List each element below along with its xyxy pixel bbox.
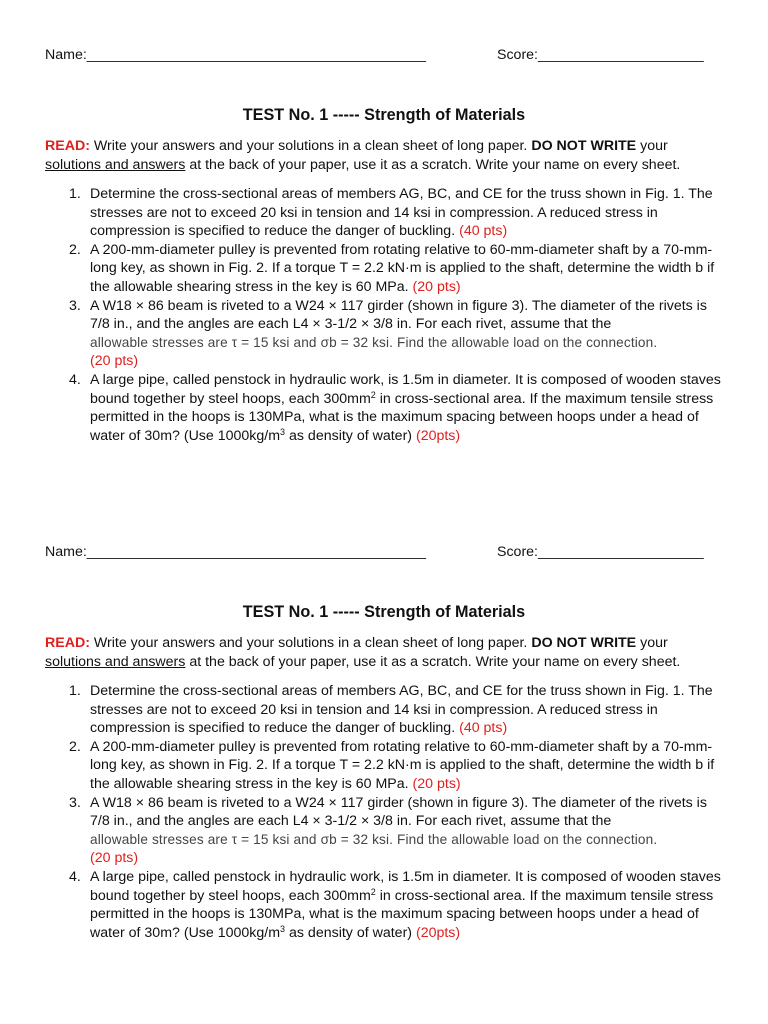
read-label: READ: [45,635,90,651]
question-text: A large pipe, called penstock in hydraulic work, is 1.5m in diameter. It is composed of wooden staves bound together by steel hoops, each 300mm [90,371,721,407]
question-text: Determine the cross-sectional areas of members AG, BC, and CE for the truss shown in Fig. 1. The stresses are not to exceed 20 ksi in tension and 14 ksi in compression. A reduced stress in compression is specified to reduce the danger of buckling. [90,186,713,240]
question-points: (20pts) [415,427,461,444]
question-number: 1. [69,186,81,202]
question-number: 3. [69,297,81,314]
question-number: 2. [69,241,81,258]
question-points: (20pts) [415,924,461,941]
question-number: 4. [69,371,81,388]
header-row [45,46,735,66]
question-number: 4. [69,868,81,885]
read-text-1: Write your answers and your solutions in a clean sheet of long paper. [89,138,532,154]
superscript: 3 [280,923,286,934]
question-item [45,241,725,297]
read-text-3: at the back of your paper, use it as a scratch. Write your name on every sheet. [185,653,681,670]
question-list [45,682,725,942]
question-points: (20 pts) [412,278,461,295]
question-text-allowable: allowable stresses are τ = 15 ksi and σb = 32 ksi. Find the allowable load on the connection. [90,334,658,350]
question-list [45,185,725,445]
question-text: A W18 × 86 beam is riveted to a W24 × 117 girder (shown in figure 3). The diameter of the rivets is 7/8 in., and the angles are each L4 × 3-1/2 × 3/8 in. For each rivet, assume that the [90,297,707,333]
score-field: Score:_____________________ [497,47,704,63]
question-text: in cross-sectional area. If the maximum tensile stress permitted in the hoops is 130MPa, what is the maximum spacing between hoops under a head of water of 30m? (Use 1000kg/m [90,887,714,941]
question-item [45,371,725,445]
superscript: 2 [370,389,376,400]
question-number: 3. [69,794,81,811]
question-text: A 200-mm-diameter pulley is prevented from rotating relative to 60-mm-diameter shaft by a 70-mm-long key, as shown in Fig. 2. If a torque T = 2.2 kN·m is applied to the shaft, determine the width b if the allowable shearing stress in the key is 60 MPa. [90,738,715,792]
superscript: 3 [280,426,286,437]
question-text: A W18 × 86 beam is riveted to a W24 × 117 girder (shown in figure 3). The diameter of the rivets is 7/8 in., and the angles are each L4 × 3-1/2 × 3/8 in. For each rivet, assume that the [90,794,707,830]
read-label: READ: [45,138,90,154]
read-instructions [45,634,745,671]
question-item [45,297,725,371]
read-underlined: solutions and answers [45,653,186,670]
question-number: 1. [69,683,81,699]
read-instructions [45,137,745,174]
question-text: A large pipe, called penstock in hydraulic work, is 1.5m in diameter. It is composed of wooden staves bound together by steel hoops, each 300mm [90,868,721,904]
question-points: (40 pts) [459,720,508,737]
question-text: A 200-mm-diameter pulley is prevented from rotating relative to 60-mm-diameter shaft by a 70-mm-long key, as shown in Fig. 2. If a torque T = 2.2 kN·m is applied to the shaft, determine the width b if the allowable shearing stress in the key is 60 MPa. [90,241,715,295]
name-field: Name:___________________________________________ [45,544,427,560]
page-title: TEST No. 1 ----- Strength of Materials [242,106,526,124]
question-item [45,738,725,794]
question-points: (20 pts) [90,353,139,370]
read-bold: DO NOT WRITE [531,635,637,651]
question-text: in cross-sectional area. If the maximum tensile stress permitted in the hoops is 130MPa, what is the maximum spacing between hoops under a head of water of 30m? (Use 1000kg/m [90,390,714,444]
read-text-1: Write your answers and your solutions in a clean sheet of long paper. [89,635,532,651]
question-points: (40 pts) [459,223,508,240]
score-field: Score:_____________________ [497,544,704,560]
header-row [45,543,735,563]
question-item [45,682,725,738]
superscript: 2 [370,886,376,897]
question-text-allowable: allowable stresses are τ = 15 ksi and σb = 32 ksi. Find the allowable load on the connection. [90,831,658,847]
question-number: 2. [69,738,81,755]
question-text: as density of water) [285,924,416,941]
name-field: Name:___________________________________________ [45,47,427,63]
read-bold: DO NOT WRITE [531,138,637,154]
question-item [45,794,725,868]
question-points: (20 pts) [412,775,461,792]
question-item [45,185,725,241]
read-text-2: your [636,138,668,154]
read-text-3: at the back of your paper, use it as a scratch. Write your name on every sheet. [185,156,681,173]
page-title: TEST No. 1 ----- Strength of Materials [242,603,526,621]
question-text: as density of water) [285,427,416,444]
question-points: (20 pts) [90,850,139,867]
question-text: Determine the cross-sectional areas of members AG, BC, and CE for the truss shown in Fig. 1. The stresses are not to exceed 20 ksi in tension and 14 ksi in compression. A reduced stress in compression is specified to reduce the danger of buckling. [90,683,713,737]
read-underlined: solutions and answers [45,156,186,173]
read-text-2: your [636,635,668,651]
question-item [45,868,725,942]
